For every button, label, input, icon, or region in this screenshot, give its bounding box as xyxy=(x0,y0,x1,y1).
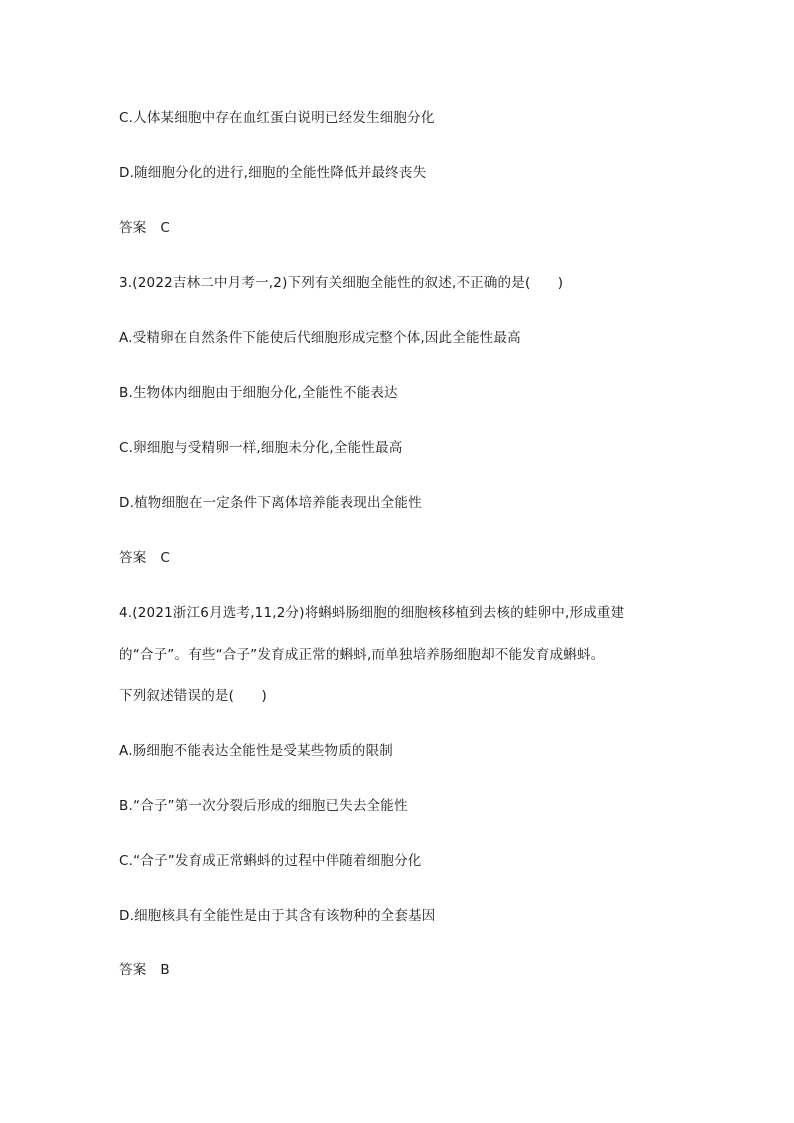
answer-value: C xyxy=(160,550,171,566)
answer-value: C xyxy=(160,220,171,236)
answer-label: 答案 xyxy=(119,220,147,236)
q3-option-d: D.植物细胞在一定条件下离体培养能表现出全能性 xyxy=(119,495,422,511)
answer-label: 答案 xyxy=(119,962,147,978)
q3-stem: 3.(2022吉林二中月考一,2)下列有关细胞全能性的叙述,不正确的是( ) xyxy=(119,275,564,291)
q4-option-c: C.“合子”发育成正常蝌蚪的过程中伴随着细胞分化 xyxy=(119,853,422,869)
q4-stem-line3: 下列叙述错误的是( ) xyxy=(119,688,267,704)
q2-answer xyxy=(119,219,170,237)
q3-answer xyxy=(119,549,170,567)
answer-value: B xyxy=(160,962,170,978)
q3-option-a: A.受精卵在自然条件下能使后代细胞形成完整个体,因此全能性最高 xyxy=(119,330,521,346)
q3-option-b: B.生物体内细胞由于细胞分化,全能性不能表达 xyxy=(119,385,398,401)
q4-stem-line2: 的“合子”。有些“合子”发育成正常的蝌蚪,而单独培养肠细胞却不能发育成蝌蚪。 xyxy=(119,647,605,663)
q2-option-d: D.随细胞分化的进行,细胞的全能性降低并最终丧失 xyxy=(119,165,427,181)
q4-option-d: D.细胞核具有全能性是由于其含有该物种的全套基因 xyxy=(119,908,436,924)
q3-option-c: C.卵细胞与受精卵一样,细胞未分化,全能性最高 xyxy=(119,440,403,456)
q2-option-c: C.人体某细胞中存在血红蛋白说明已经发生细胞分化 xyxy=(119,110,435,126)
q4-option-b: B.“合子”第一次分裂后形成的细胞已失去全能性 xyxy=(119,798,408,814)
q4-stem-line1: 4.(2021浙江6月选考,11,2分)将蝌蚪肠细胞的细胞核移植到去核的蛙卵中,形成重建 xyxy=(119,605,625,621)
q4-option-a: A.肠细胞不能表达全能性是受某些物质的限制 xyxy=(119,743,393,759)
answer-label: 答案 xyxy=(119,550,147,566)
q4-answer xyxy=(119,961,170,979)
